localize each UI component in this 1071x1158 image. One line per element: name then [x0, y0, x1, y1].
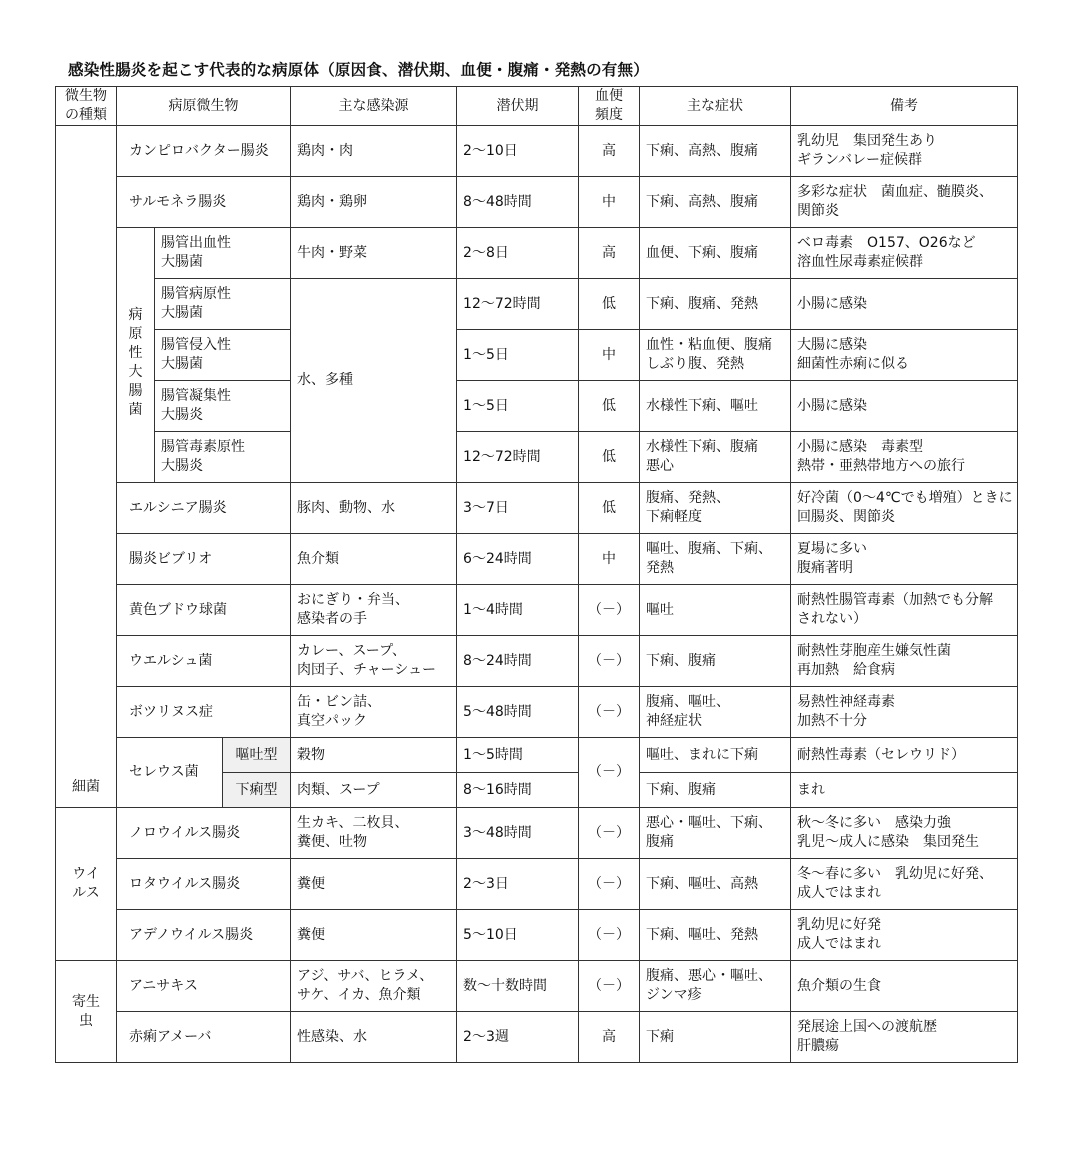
- symptoms-cell: 嘔吐、まれに下痢: [640, 738, 791, 773]
- pathogen-name: 黄色ブドウ球菌: [117, 585, 291, 636]
- pathogen-name: ウエルシュ菌: [117, 636, 291, 687]
- symptoms-cell: 下痢、腹痛: [640, 636, 791, 687]
- incubation-cell: 数～十数時間: [457, 961, 579, 1012]
- pathogen-name: セレウス菌: [117, 738, 223, 808]
- incubation-cell: 1～4時間: [457, 585, 579, 636]
- incubation-cell: 12～72時間: [457, 432, 579, 483]
- table-header-row: [56, 87, 1018, 126]
- pathogen-name: 腸管侵入性 大腸菌: [155, 330, 291, 381]
- symptoms-cell: 腹痛、嘔吐、 神経症状: [640, 687, 791, 738]
- bloody-cell: 高: [579, 126, 640, 177]
- bloody-cell: 低: [579, 432, 640, 483]
- table-row: [56, 432, 1018, 483]
- header-notes: 備考: [791, 87, 1018, 126]
- header-pathogen: 病原微生物: [117, 87, 291, 126]
- table-row: [56, 585, 1018, 636]
- table-row: [56, 228, 1018, 279]
- notes-cell: 夏場に多い 腹痛著明: [791, 534, 1018, 585]
- notes-cell: 秋～冬に多い 感染力強 乳児～成人に感染 集団発生: [791, 808, 1018, 859]
- table-row: [56, 534, 1018, 585]
- bloody-cell: （－）: [579, 859, 640, 910]
- source-cell: おにぎり・弁当、 感染者の手: [291, 585, 457, 636]
- bloody-cell-shared: （－）: [579, 738, 640, 808]
- header-bloody-stool: 血便 頻度: [579, 87, 640, 126]
- source-cell: 鶏肉・鶏卵: [291, 177, 457, 228]
- symptoms-cell: 下痢、腹痛: [640, 773, 791, 808]
- symptoms-cell: 下痢、嘔吐、発熱: [640, 910, 791, 961]
- symptoms-cell: 血便、下痢、腹痛: [640, 228, 791, 279]
- symptoms-cell: 腹痛、発熱、 下痢軽度: [640, 483, 791, 534]
- table-row: [56, 961, 1018, 1012]
- header-category: 微生物 の種類: [56, 87, 117, 126]
- symptoms-cell: 下痢、高熱、腹痛: [640, 177, 791, 228]
- source-cell: 性感染、水: [291, 1012, 457, 1063]
- pathogen-name: 腸管出血性 大腸菌: [155, 228, 291, 279]
- table-row: [56, 738, 1018, 773]
- pathogen-name: アデノウイルス腸炎: [117, 910, 291, 961]
- bloody-cell: （－）: [579, 636, 640, 687]
- bloody-cell: 低: [579, 279, 640, 330]
- bloody-cell: 高: [579, 1012, 640, 1063]
- incubation-cell: 6～24時間: [457, 534, 579, 585]
- header-symptoms: 主な症状: [640, 87, 791, 126]
- notes-cell: 小腸に感染: [791, 381, 1018, 432]
- symptoms-cell: 悪心・嘔吐、下痢、 腹痛: [640, 808, 791, 859]
- bloody-cell: （－）: [579, 808, 640, 859]
- notes-cell: まれ: [791, 773, 1018, 808]
- pathogen-name: 腸管凝集性 大腸炎: [155, 381, 291, 432]
- table-row: [56, 483, 1018, 534]
- source-cell: アジ、サバ、ヒラメ、 サケ、イカ、魚介類: [291, 961, 457, 1012]
- pathogen-name: 腸管病原性 大腸菌: [155, 279, 291, 330]
- pathogen-name: 赤痢アメーバ: [117, 1012, 291, 1063]
- bloody-cell: （－）: [579, 585, 640, 636]
- bloody-cell: 高: [579, 228, 640, 279]
- table-row: [56, 330, 1018, 381]
- bloody-cell: 低: [579, 381, 640, 432]
- cereus-subtype-diarrheal: 下痢型: [223, 773, 291, 808]
- category-virus: ウイ ルス: [56, 808, 117, 961]
- table-row: [56, 279, 1018, 330]
- notes-cell: 発展途上国への渡航歴 肝膿瘍: [791, 1012, 1018, 1063]
- symptoms-cell: 下痢、嘔吐、高熱: [640, 859, 791, 910]
- incubation-cell: 8～16時間: [457, 773, 579, 808]
- source-cell: 肉類、スープ: [291, 773, 457, 808]
- bloody-cell: 中: [579, 330, 640, 381]
- pathogen-name: ロタウイルス腸炎: [117, 859, 291, 910]
- page-title: 感染性腸炎を起こす代表的な病原体（原因食、潜伏期、血便・腹痛・発熱の有無）: [68, 61, 649, 79]
- table-row: [56, 126, 1018, 177]
- pathogen-table: [55, 86, 1018, 1063]
- notes-cell: 大腸に感染 細菌性赤痢に似る: [791, 330, 1018, 381]
- incubation-cell: 3～7日: [457, 483, 579, 534]
- notes-cell: 好冷菌（0～4℃でも増殖）ときに 回腸炎、関節炎: [791, 483, 1018, 534]
- notes-cell: 小腸に感染 毒素型 熱帯・亜熱帯地方への旅行: [791, 432, 1018, 483]
- table-row: [56, 177, 1018, 228]
- source-cell: 魚介類: [291, 534, 457, 585]
- incubation-cell: 1～5時間: [457, 738, 579, 773]
- notes-cell: ベロ毒素 O157、O26など 溶血性尿毒素症候群: [791, 228, 1018, 279]
- header-source: 主な感染源: [291, 87, 457, 126]
- incubation-cell: 5～10日: [457, 910, 579, 961]
- table-row: [56, 687, 1018, 738]
- pathogen-name: カンピロバクター腸炎: [117, 126, 291, 177]
- notes-cell: 冬～春に多い 乳幼児に好発、 成人ではまれ: [791, 859, 1018, 910]
- source-cell: カレー、スープ、 肉団子、チャーシュー: [291, 636, 457, 687]
- incubation-cell: 8～48時間: [457, 177, 579, 228]
- notes-cell: 耐熱性腸管毒素（加熱でも分解 されない）: [791, 585, 1018, 636]
- table-row: [56, 808, 1018, 859]
- symptoms-cell: 下痢、高熱、腹痛: [640, 126, 791, 177]
- table-row: [56, 381, 1018, 432]
- symptoms-cell: 水様性下痢、嘔吐: [640, 381, 791, 432]
- pathogen-name: 腸管毒素原性 大腸炎: [155, 432, 291, 483]
- source-cell: 鶏肉・肉: [291, 126, 457, 177]
- source-cell-shared: 水、多種: [291, 279, 457, 483]
- incubation-cell: 1～5日: [457, 330, 579, 381]
- incubation-cell: 8～24時間: [457, 636, 579, 687]
- symptoms-cell: 嘔吐: [640, 585, 791, 636]
- table-row: [56, 910, 1018, 961]
- header-incubation: 潜伏期: [457, 87, 579, 126]
- incubation-cell: 3～48時間: [457, 808, 579, 859]
- pathogen-name: 腸炎ビブリオ: [117, 534, 291, 585]
- bloody-cell: 中: [579, 534, 640, 585]
- symptoms-cell: 血性・粘血便、腹痛 しぶり腹、発熱: [640, 330, 791, 381]
- bloody-cell: （－）: [579, 910, 640, 961]
- symptoms-cell: 嘔吐、腹痛、下痢、 発熱: [640, 534, 791, 585]
- notes-cell: 小腸に感染: [791, 279, 1018, 330]
- pathogen-name: ノロウイルス腸炎: [117, 808, 291, 859]
- source-cell: 糞便: [291, 910, 457, 961]
- source-cell: 生カキ、二枚貝、 糞便、吐物: [291, 808, 457, 859]
- ecoli-group-label: 病 原 性 大 腸 菌: [117, 228, 155, 483]
- pathogen-name: アニサキス: [117, 961, 291, 1012]
- cereus-subtype-emetic: 嘔吐型: [223, 738, 291, 773]
- source-cell: 牛肉・野菜: [291, 228, 457, 279]
- table-row: [56, 636, 1018, 687]
- notes-cell: 耐熱性芽胞産生嫌気性菌 再加熱 給食病: [791, 636, 1018, 687]
- incubation-cell: 5～48時間: [457, 687, 579, 738]
- source-cell: 缶・ビン詰、 真空パック: [291, 687, 457, 738]
- notes-cell: 乳幼児に好発 成人ではまれ: [791, 910, 1018, 961]
- category-bacteria: 細菌: [56, 126, 117, 808]
- incubation-cell: 2～8日: [457, 228, 579, 279]
- category-parasite: 寄生 虫: [56, 961, 117, 1063]
- bloody-cell: 中: [579, 177, 640, 228]
- incubation-cell: 2～3週: [457, 1012, 579, 1063]
- symptoms-cell: 下痢、腹痛、発熱: [640, 279, 791, 330]
- table-row: [56, 1012, 1018, 1063]
- source-cell: 穀物: [291, 738, 457, 773]
- source-cell: 豚肉、動物、水: [291, 483, 457, 534]
- bloody-cell: （－）: [579, 961, 640, 1012]
- incubation-cell: 1～5日: [457, 381, 579, 432]
- incubation-cell: 2～10日: [457, 126, 579, 177]
- notes-cell: 乳幼児 集団発生あり ギランバレー症候群: [791, 126, 1018, 177]
- incubation-cell: 12～72時間: [457, 279, 579, 330]
- incubation-cell: 2～3日: [457, 859, 579, 910]
- notes-cell: 耐熱性毒素（セレウリド）: [791, 738, 1018, 773]
- notes-cell: 易熱性神経毒素 加熱不十分: [791, 687, 1018, 738]
- notes-cell: 魚介類の生食: [791, 961, 1018, 1012]
- table-row: [56, 859, 1018, 910]
- pathogen-name: ボツリヌス症: [117, 687, 291, 738]
- symptoms-cell: 腹痛、悪心・嘔吐、 ジンマ疹: [640, 961, 791, 1012]
- pathogen-name: サルモネラ腸炎: [117, 177, 291, 228]
- bloody-cell: （－）: [579, 687, 640, 738]
- notes-cell: 多彩な症状 菌血症、髄膜炎、 関節炎: [791, 177, 1018, 228]
- source-cell: 糞便: [291, 859, 457, 910]
- bloody-cell: 低: [579, 483, 640, 534]
- symptoms-cell: 下痢: [640, 1012, 791, 1063]
- symptoms-cell: 水様性下痢、腹痛 悪心: [640, 432, 791, 483]
- pathogen-name: エルシニア腸炎: [117, 483, 291, 534]
